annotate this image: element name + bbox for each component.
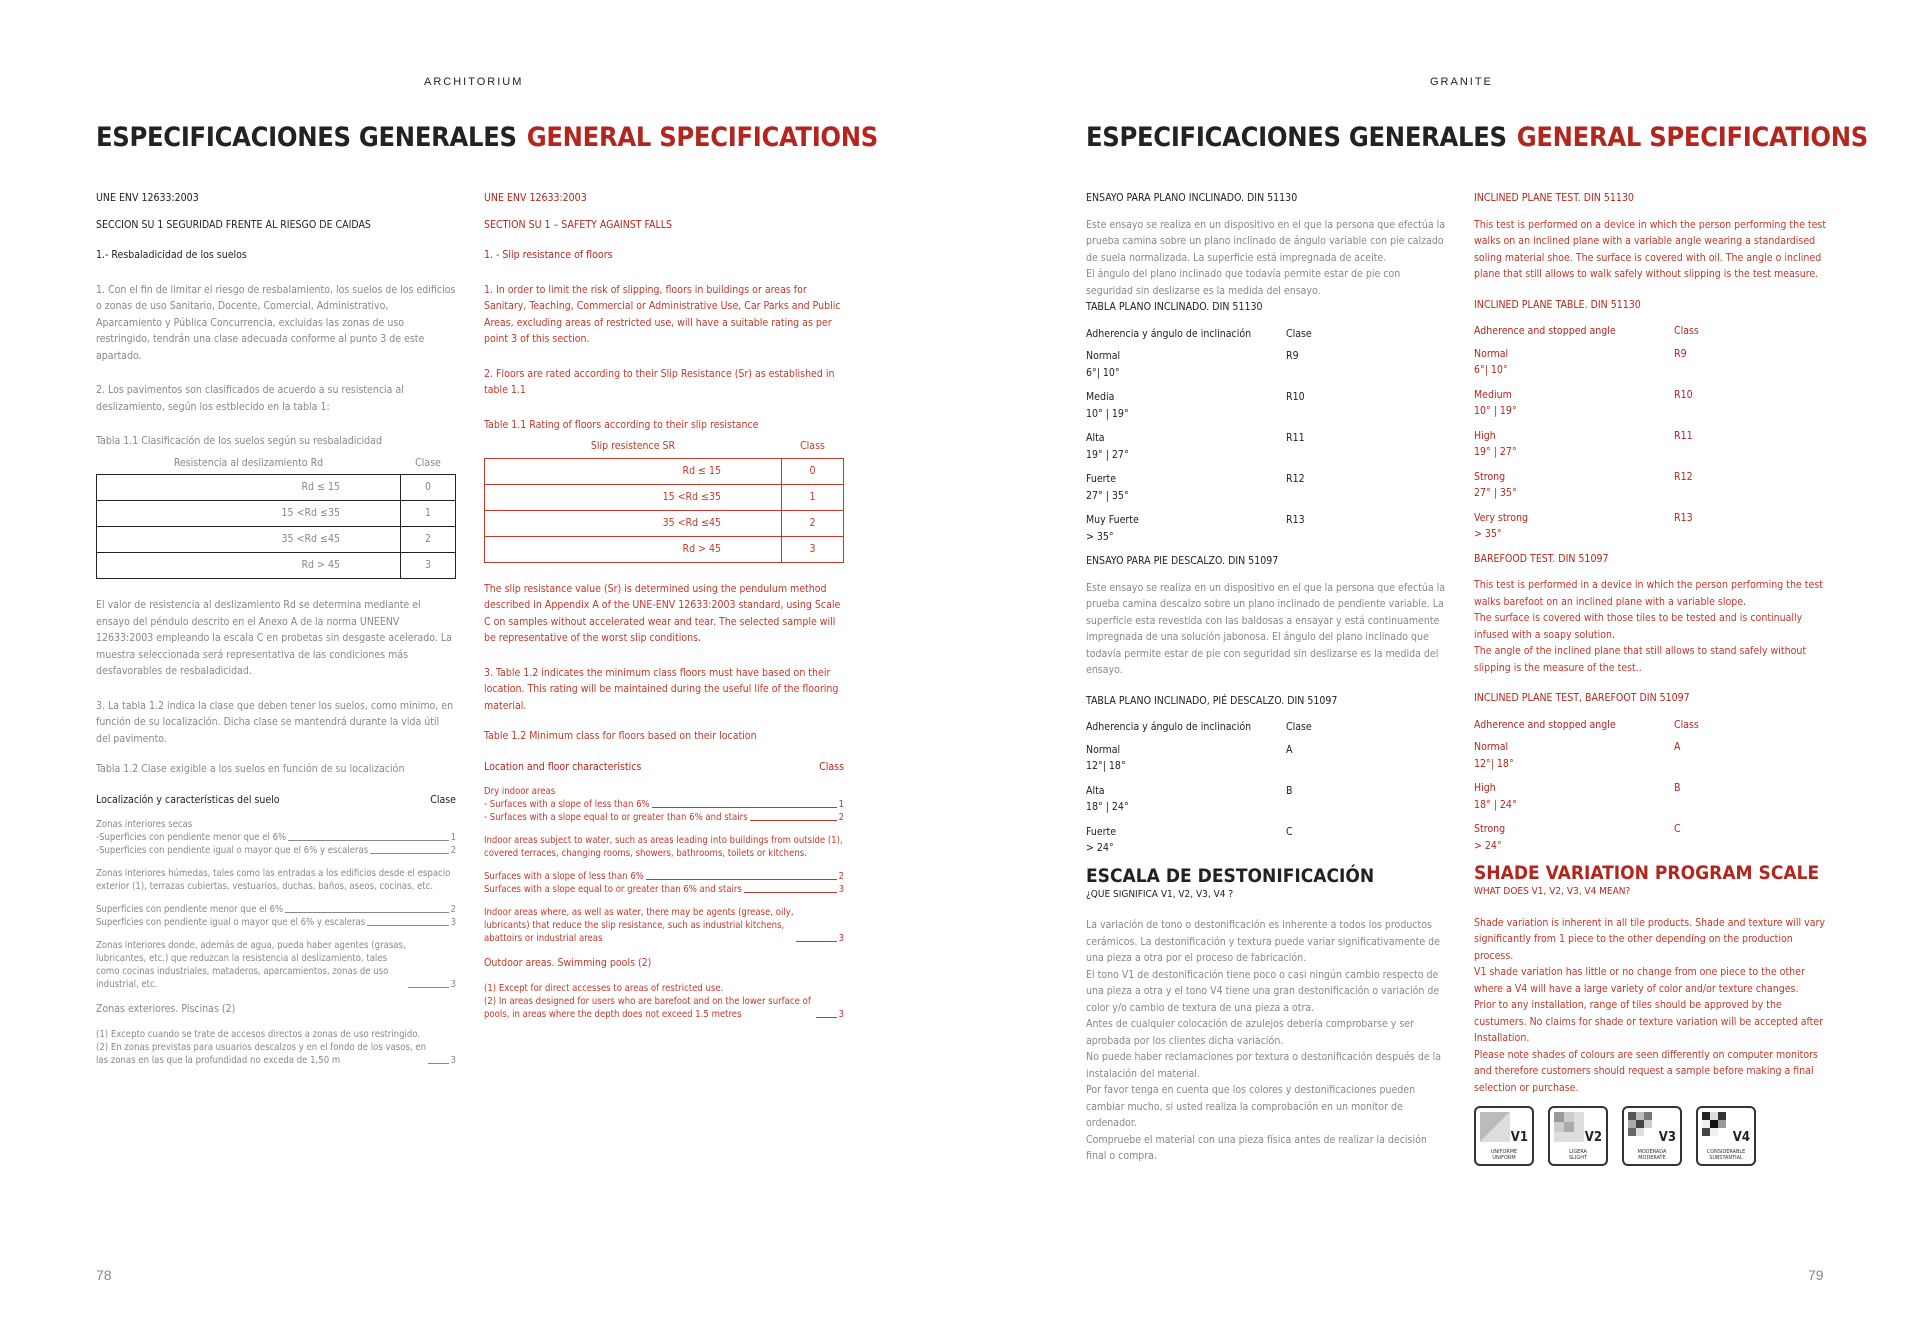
shade-badge-v1: [1474, 1106, 1534, 1166]
table-header: Clase: [415, 456, 441, 469]
list-item-value: 1: [838, 799, 844, 810]
shade-badges: [1474, 1106, 1834, 1166]
angle-class: C: [1674, 823, 1681, 835]
angle-range: > 24°: [1474, 839, 1502, 852]
exterior-zones: Zonas exteriores. Piscinas (2): [96, 1003, 236, 1015]
title-en: GENERAL SPECIFICATIONS: [1516, 122, 1868, 153]
angle-range: 19° | 27°: [1474, 446, 1517, 458]
table-header: Class: [800, 440, 825, 452]
angle-name: Media: [1086, 391, 1115, 403]
angle-row: [1086, 512, 1446, 545]
list-item: [484, 906, 844, 945]
table-cell: 3: [782, 536, 844, 562]
table-row: [97, 553, 456, 579]
angle-row: [1474, 387, 1834, 420]
shade-subtitle: ¿QUE SIGNIFICA V1, V2, V3, V4 ?: [1086, 888, 1234, 900]
table-cell: Rd ≤ 15: [97, 475, 401, 501]
angle-range: 18° | 24°: [1086, 801, 1129, 813]
column-en: [1474, 190, 1834, 1166]
badge-caption-en: SUBSTANTIAL: [1709, 1155, 1743, 1161]
angle-name: Very strong: [1474, 511, 1528, 524]
angle-row: [1086, 430, 1446, 463]
column-en: [484, 190, 844, 1021]
badge-caption-es: LIGERA: [1569, 1149, 1587, 1155]
dry-head: Zonas interiores secas: [96, 819, 193, 830]
table2-heading: TABLA PLANO INCLINADO, PIÉ DESCALZO. DIN 51097: [1086, 694, 1338, 707]
shade-badge-v2: [1548, 1106, 1608, 1166]
angle-class: R12: [1674, 470, 1693, 483]
angle-class: R9: [1286, 350, 1299, 362]
header-label: Adherencia y ángulo de inclinación: [1086, 327, 1252, 340]
list-item: [96, 903, 456, 916]
angle-class: A: [1674, 741, 1681, 753]
table-cell: 15 <Rd ≤35: [485, 484, 782, 510]
test1-paragraph: This test is performed on a device in which the person performing the test walks on an inclined plane with a variable angle wearing a standardised soling material shoe. The surface is covered with oil. The angle o inclined plane that still allows to walk safely without slipping is the test measure.: [1474, 218, 1827, 280]
table-cell: 2: [782, 510, 844, 536]
table-caption: Table 1.1 Rating of floors according to their slip resistance: [484, 418, 759, 431]
footnote-value: 3: [450, 1054, 456, 1066]
table-row: [485, 458, 844, 484]
location-head-label: Location and floor characteristics: [484, 760, 642, 773]
list-item-text: -Superficies con pendiente menor que el 6%: [96, 832, 287, 843]
wet-head: Zonas interiores húmedas, tales como las entradas a los edificios desde el espacio exterior (1), terrazas cubiertas, vestuarios, duchas, baños, aseos, cocinas, etc.: [96, 868, 451, 892]
section-heading: SECTION SU 1 – SAFETY AGAINST FALLS: [484, 218, 672, 231]
table1-rows: [1086, 348, 1446, 545]
column-es: [1086, 190, 1446, 1165]
table-cell: 3: [400, 553, 455, 579]
header-label: Adherence and stopped angle: [1474, 718, 1616, 731]
test2-heading: ENSAYO PARA PIE DESCALZO. DIN 51097: [1086, 555, 1279, 567]
angle-name: Normal: [1474, 347, 1509, 360]
table-cell: Rd > 45: [97, 553, 401, 579]
table-cell: 35 <Rd ≤45: [97, 527, 401, 553]
angle-row: [1086, 348, 1446, 381]
test2-paragraph: This test is performed in a device in which the person performing the test walks barefoot on an inclined plane with a variable slope. The surface is covered with those tiles to be tested and is continually infused with a soapy solution. The angle of the inclined plane that still allows to stand safely without slipping is the measure of the test..: [1474, 579, 1823, 674]
footnote-text: (2) In areas designed for users who are barefoot and on the lower surface of pools, in areas where the depth does not exceed 1.5 metres: [484, 995, 811, 1020]
table-cell: 2: [400, 527, 455, 553]
list-item-text: - Surfaces with a slope of less than 6%: [484, 799, 650, 810]
running-header: GRANITE: [1430, 76, 1493, 88]
slip-table: [484, 435, 844, 563]
angle-row: [1086, 783, 1446, 816]
badge-caption-es: UNIFORME: [1490, 1149, 1518, 1155]
table2-caption: Tabla 1.2 Clase exigible a los suelos en función de su localización: [96, 763, 405, 775]
angle-range: 10° | 19°: [1086, 407, 1129, 420]
angle-range: 6°| 10°: [1086, 366, 1120, 379]
table-header: Slip resistence SR: [590, 440, 676, 452]
table-cell: 0: [782, 458, 844, 484]
header-class: Clase: [1286, 327, 1312, 340]
table-row: [97, 501, 456, 527]
angle-range: 12°| 18°: [1086, 760, 1126, 772]
table-cell: Rd > 45: [485, 536, 782, 562]
angle-name: Normal: [1474, 741, 1509, 753]
wet-head: Indoor areas subject to water, such as areas leading into buildings from outside (1), covered terraces, changing rooms, showers, bathrooms, toilets or kitchens.: [484, 835, 843, 859]
list-item: [96, 939, 456, 991]
list-item-text: Surfaces with a slope equal to or greater than 6% and stairs: [484, 884, 742, 895]
list-item-text: Superficies con pendiente igual o mayor que el 6% y escaleras: [96, 917, 366, 928]
title-en: GENERAL SPECIFICATIONS: [526, 122, 878, 153]
item-heading: 1.- Resbaladicidad de los suelos: [96, 249, 247, 261]
angle-class: R12: [1286, 473, 1305, 485]
shade-subtitle: WHAT DOES V1, V2, V3, V4 MEAN?: [1474, 886, 1631, 897]
page-title: [96, 122, 878, 153]
angle-row: [1086, 824, 1446, 857]
class-head-label: Clase: [430, 793, 456, 806]
angle-name: Normal: [1086, 743, 1121, 756]
angle-row: [1474, 739, 1834, 772]
list-item-text: - Surfaces with a slope equal to or greater than 6% and stairs: [484, 812, 748, 823]
standard-ref: UNE ENV 12633:2003: [96, 192, 199, 204]
footnote-1: (1) Except for direct accesses to areas of restricted use.: [484, 982, 724, 994]
table-cell: Rd ≤ 15: [485, 458, 782, 484]
footnote-text: (2) En zonas previstas para usuarios descalzos y en el fondo de los vasos, en las zonas en las que la profundidad no exceda de 1,50 m: [96, 1041, 427, 1066]
table-cell: 35 <Rd ≤45: [485, 510, 782, 536]
footnote-2: [96, 1041, 456, 1067]
angle-range: 18° | 24°: [1474, 798, 1517, 811]
class-head-label: Class: [819, 760, 844, 773]
page-title: [1086, 122, 1868, 153]
paragraph-4: 3. Table 1.2 indicates the minimum class floors must have based on their location. This rating will be maintained during the useful life of the flooring material.: [484, 666, 839, 712]
list-item-text: -Superficies con pendiente igual o mayor que el 6% y escaleras: [96, 845, 369, 856]
tile-pattern-icon: [1628, 1112, 1662, 1142]
list-item: [96, 916, 456, 929]
angle-class: R10: [1286, 391, 1305, 403]
list-item-value: 3: [838, 933, 844, 944]
list-item: [96, 831, 456, 844]
angle-name: Medium: [1474, 388, 1512, 401]
shade-badge-v3: [1622, 1106, 1682, 1166]
angle-class: B: [1286, 784, 1293, 797]
slip-table: [96, 452, 456, 580]
paragraph-2: 2. Floors are rated according to their Slip Resistance (Sr) as established in table 1.1: [484, 367, 835, 396]
table1-header: [1474, 323, 1834, 340]
angle-class: R9: [1674, 347, 1687, 360]
table-header: Resistencia al deslizamiento Rd: [173, 456, 324, 469]
badge-caption-en: MODERATE: [1638, 1155, 1666, 1161]
badge-label: V1: [1510, 1130, 1528, 1145]
angle-class: C: [1286, 825, 1293, 838]
badge-label: V4: [1732, 1130, 1750, 1145]
angle-row: [1086, 471, 1446, 504]
list-item: [484, 870, 844, 883]
list-item-text: Zonas interiores donde, además de agua, pueda haber agentes (grasas, lubricantes, etc.) que reduzcan la resistencia al deslizamiento, tales como cocinas industriales, mataderos, aparcamientos, zonas de uso industrial, etc.: [96, 940, 406, 990]
shade-paragraph: La variación de tono o destonificación es inherente a todos los productos cerámicos. La destonificación y textura puede variar significativamente de una pieza a otra por el proceso de fabricación. El tono V1 de destonificación tiene poco o casi ningún cambio respecto de una pieza a otra y el tono V4 tiene una gran destonificación o variación de color y/o cambio de textura de una pieza a otra. Antes de cualquier colocación de azulejos debería comprobarse y ser aprobada por los clientes dicha variación. No puede haber reclamaciones por textura o destonificación después de la instalación del material. Por favor tenga en cuenta que los colores y destonificaciones pueden cambiar mucho, si usted realiza la comprobación en un monitor de ordenador. Compruebe el material con una pieza física antes de realizar la decisión final o compra.: [1086, 919, 1442, 1162]
list-item-value: 2: [838, 812, 844, 823]
location-header: [484, 759, 844, 776]
list-item-value: 3: [450, 917, 456, 928]
exterior-zones: Outdoor areas. Swimming pools (2): [484, 957, 652, 969]
section-heading: SECCION SU 1 SEGURIDAD FRENTE AL RIESGO DE CAIDAS: [96, 218, 371, 231]
angle-range: > 35°: [1474, 528, 1502, 540]
test1-paragraph: Este ensayo se realiza en un dispositivo en el que la persona que efectúa la prueba camina sobre un plano inclinado de ángulo variable con pie calzado de suela normalizada. La superficie está impregnada de aceite. El ángulo del plano inclinado que todavía permite estar de pie con seguridad sin deslizarse es la medida del ensayo.: [1086, 218, 1446, 297]
location-head-label: Localización y características del suelo: [96, 793, 280, 806]
angle-name: Strong: [1474, 470, 1506, 483]
badge-caption: [1478, 1149, 1530, 1161]
angle-row: [1086, 389, 1446, 422]
list-item-text: Indoor areas where, as well as water, there may be agents (grease, oily, lubricants) that reduce the slip resistance, such as industrial kitchens, abattoirs or industrial areas: [484, 907, 794, 944]
table-cell: 0: [400, 475, 455, 501]
list-item-value: 3: [450, 979, 456, 990]
table2-rows: [1474, 739, 1834, 854]
header-class: Class: [1674, 718, 1699, 731]
angle-name: High: [1474, 782, 1496, 794]
badge-caption: [1552, 1149, 1604, 1161]
angle-name: Muy Fuerte: [1086, 514, 1139, 526]
angle-range: 27° | 35°: [1086, 489, 1129, 502]
angle-range: > 35°: [1086, 530, 1114, 543]
angle-row: [1474, 346, 1834, 379]
list-item-value: 1: [450, 832, 456, 843]
footnote-2: [484, 995, 844, 1021]
angle-class: R13: [1674, 511, 1693, 524]
table1-rows: [1474, 346, 1834, 543]
badge-label: V3: [1658, 1130, 1676, 1145]
angle-name: Alta: [1086, 784, 1105, 797]
table-row: [485, 484, 844, 510]
title-es: ESPECIFICACIONES GENERALES: [1086, 122, 1507, 153]
angle-row: [1474, 510, 1834, 543]
table-caption: Tabla 1.1 Clasificación de los suelos según su resbaladicidad: [96, 435, 382, 447]
badge-label: V2: [1584, 1130, 1602, 1145]
angle-range: 10° | 19°: [1474, 405, 1517, 417]
table1-heading: TABLA PLANO INCLINADO. DIN 51130: [1086, 301, 1263, 313]
badge-caption: [1626, 1149, 1678, 1161]
table2-header: [1474, 717, 1834, 734]
table-cell: 1: [400, 501, 455, 527]
paragraph-2: 2. Los pavimentos son clasificados de acuerdo a su resistencia al deslizamiento, según los estblecido en la tabla 1:: [96, 384, 404, 413]
list-item: [484, 883, 844, 896]
shade-paragraph: Shade variation is inherent in all tile products. Shade and texture will vary significantly from 1 piece to the other depending on the production process. V1 shade variation has little or no change from one piece to the other where a V4 will have a large variety of color and/or texture changes. Prior to any installation, range of tiles should be approved by the custumers. No claims for shade or texture variation will be accepted after Installation. Please note shades of colours are seen differently on computer monitors and therefore customers should request a sample before making a final selection or purchase.: [1474, 916, 1825, 1094]
footnote-1: (1) Excepto cuando se trate de accesos directos a zonas de uso restringido.: [96, 1028, 421, 1040]
test2-heading: BAREFOOD TEST. DIN 51097: [1474, 552, 1609, 565]
angle-row: [1086, 742, 1446, 775]
badge-caption-en: UNIFORM: [1492, 1155, 1516, 1161]
paragraph-3: El valor de resistencia al deslizamiento Rd se determina mediante el ensayo del péndulo descrito en el Anexo A de la norma UNEENV 12633:2003 empleando la escala C en probetas sin desgaste acelerado. La muestra seleccionada será representativa de las condiciones más desfavorables de resbaladicidad.: [96, 599, 452, 677]
table-cell: 1: [782, 484, 844, 510]
angle-class: B: [1674, 782, 1681, 794]
table2-caption: Table 1.2 Minimum class for floors based on their location: [484, 730, 757, 742]
item-heading: 1. - Slip resistance of floors: [484, 249, 613, 261]
test2-paragraph: Este ensayo se realiza en un dispositivo en el que la persona que efectúa la prueba camina descalzo sobre un plano inclinado de pendiente variable. La superficie esta revestida con las baldosas a ensayar y está continuamente impregnada de una solución jabonosa. El ángulo del plano inclinado que todavía permite estar de pie con seguridad sin deslizarse es la medida del ensayo.: [1086, 581, 1446, 676]
angle-range: > 24°: [1086, 842, 1114, 854]
shade-title: ESCALA DE DESTONIFICACIÓN: [1086, 864, 1375, 887]
table-row: [485, 536, 844, 562]
list-item: [96, 844, 456, 857]
list-item-value: 2: [450, 904, 456, 915]
running-header: ARCHITORIUM: [424, 76, 524, 88]
header-label: Adherence and stopped angle: [1474, 325, 1616, 337]
angle-row: [1474, 821, 1834, 854]
angle-range: 6°| 10°: [1474, 364, 1508, 376]
badge-caption-es: CONSIDERABLE: [1706, 1149, 1746, 1155]
badge-caption: [1700, 1149, 1752, 1161]
angle-name: Alta: [1086, 432, 1105, 444]
angle-class: R10: [1674, 388, 1693, 401]
angle-class: R11: [1674, 429, 1693, 442]
table2-header: [1086, 719, 1446, 736]
paragraph-4: 3. La tabla 1.2 indica la clase que deben tener los suelos, como mínimo, en función de su localización. Dicha clase se mantendrá durante la vida útil del pavimento.: [96, 699, 454, 745]
angle-class: A: [1286, 743, 1293, 756]
footnote-value: 3: [838, 1008, 844, 1020]
shade-title: SHADE VARIATION PROGRAM SCALE: [1474, 862, 1820, 884]
header-class: Class: [1674, 325, 1699, 337]
table-cell: 15 <Rd ≤35: [97, 501, 401, 527]
paragraph-3: The slip resistance value (Sr) is determined using the pendulum method described in Appendix A of the UNE-ENV 12633:2003 standard, using Scale C on samples without accelerated wear and tear. The selected sample will be representative of the worst slip conditions.: [484, 582, 841, 644]
header-class: Clase: [1286, 721, 1312, 733]
right-page: [960, 0, 1920, 1343]
page-number: 78: [96, 1267, 112, 1283]
table2-heading: INCLINED PLANE TEST, BAREFOOT DIN 51097: [1474, 692, 1690, 704]
test1-heading: INCLINED PLANE TEST. DIN 51130: [1474, 192, 1634, 204]
list-item-text: Superficies con pendiente menor que el 6%: [96, 904, 284, 915]
angle-range: 27° | 35°: [1474, 487, 1517, 499]
standard-ref: UNE ENV 12633:2003: [484, 192, 587, 204]
angle-row: [1474, 428, 1834, 461]
test1-heading: ENSAYO PARA PLANO INCLINADO. DIN 51130: [1086, 192, 1298, 204]
angle-name: Fuerte: [1086, 825, 1117, 838]
badge-caption-es: MODERADA: [1637, 1149, 1667, 1155]
tile-pattern-icon: [1702, 1112, 1736, 1142]
angle-range: 12°| 18°: [1474, 757, 1514, 770]
angle-class: R13: [1286, 514, 1305, 526]
table-row: [97, 475, 456, 501]
tile-pattern-icon: [1554, 1112, 1584, 1142]
tile-pattern-icon: [1480, 1112, 1510, 1142]
table-row: [97, 527, 456, 553]
table1-heading: INCLINED PLANE TABLE. DIN 51130: [1474, 298, 1641, 311]
paragraph-1: 1. In order to limit the risk of slipping, floors in buildings or areas for Sanitary, Teaching, Commercial or Administrative Use, Car Parks and Public Areas, excluding areas of restricted use, will have a suitable rating as per point 3 of this section.: [484, 283, 841, 345]
table2-rows: [1086, 742, 1446, 857]
shade-badge-v4: [1696, 1106, 1756, 1166]
angle-range: 19° | 27°: [1086, 448, 1129, 461]
badge-caption-en: SLIGHT: [1569, 1155, 1587, 1161]
table-row: [485, 510, 844, 536]
angle-row: [1474, 469, 1834, 502]
header-label: Adherencia y ángulo de inclinación: [1086, 721, 1252, 733]
list-item-value: 2: [450, 845, 456, 856]
paragraph-1: 1. Con el fin de limitar el riesgo de resbalamiento, los suelos de los edificios o zonas de uso Sanitario, Docente, Comercial, Administrativo, Aparcamiento y Pública Concurrencia, excluidas las zonas de uso restringido, tendrán una clase adecuada conforme al punto 3 de este apartado.: [96, 283, 456, 362]
dry-head: Dry indoor areas: [484, 786, 556, 797]
list-item-value: 3: [838, 884, 844, 895]
angle-class: R11: [1286, 432, 1305, 444]
angle-row: [1474, 780, 1834, 813]
page-number: 79: [1808, 1267, 1824, 1283]
title-es: ESPECIFICACIONES GENERALES: [96, 122, 517, 153]
location-header: [96, 792, 456, 809]
list-item: [484, 811, 844, 824]
angle-name: Normal: [1086, 350, 1121, 362]
angle-name: Strong: [1474, 823, 1506, 835]
table1-header: [1086, 326, 1446, 343]
list-item: [484, 798, 844, 811]
column-es: [96, 190, 456, 1067]
list-item-value: 2: [838, 871, 844, 882]
list-item-text: Surfaces with a slope of less than 6%: [484, 871, 644, 882]
angle-name: Fuerte: [1086, 473, 1117, 485]
angle-name: High: [1474, 429, 1496, 442]
